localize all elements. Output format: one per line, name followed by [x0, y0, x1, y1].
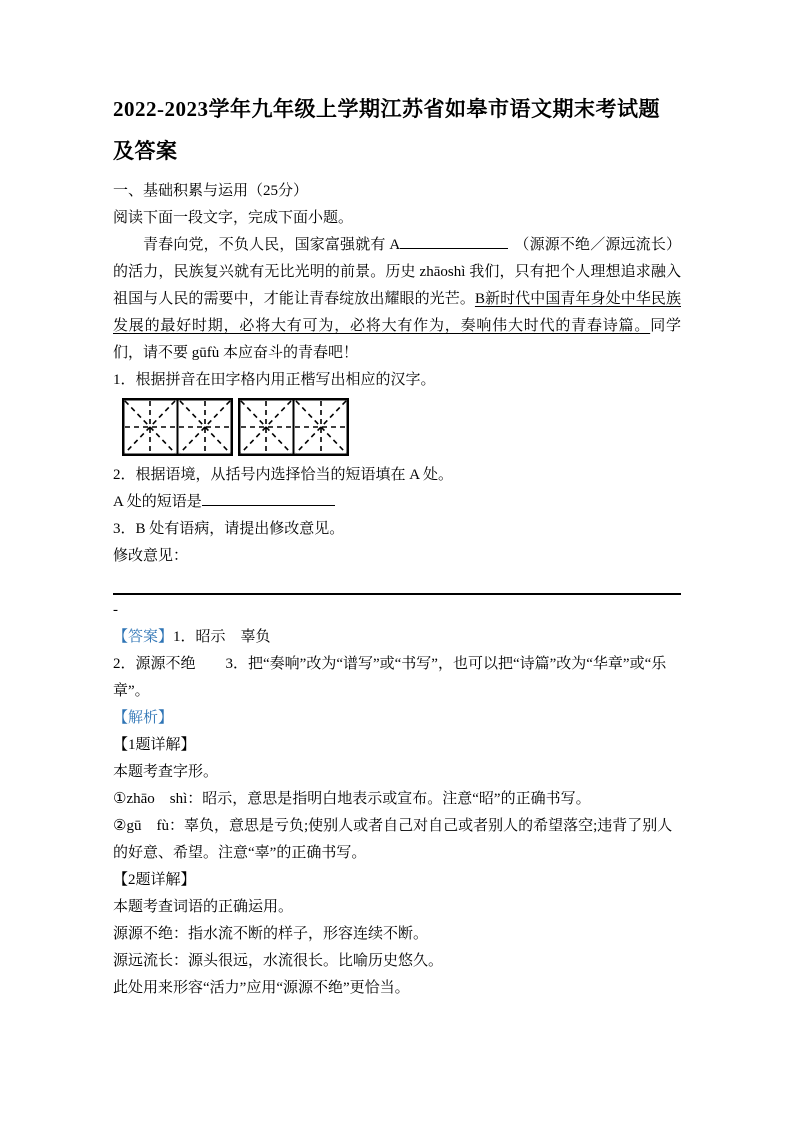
passage-intro: 阅读下面一段文字，完成下面小题。 — [113, 210, 354, 226]
question-1: 1．根据拼音在田字格内用正楷写出相应的汉字。 — [113, 372, 436, 388]
tianzige-grids — [122, 398, 681, 456]
q2-answer-prefix: A 处的短语是 — [113, 494, 202, 510]
detail-2-header: 【2题详解】 — [113, 872, 196, 888]
tianzige-grid-2 — [238, 398, 349, 456]
passage — [113, 232, 681, 367]
detail-2-point-1: 源源不绝：指水流不断的样子，形容连续不断。 — [113, 926, 429, 942]
passage-text-before-blank: 青春向党，不负人民，国家富强就有 A — [143, 237, 401, 253]
answer-label: 【答案】 — [113, 629, 174, 645]
document-content — [113, 0, 681, 1002]
answer-1-text: 1．昭示 辜负 — [173, 629, 271, 645]
answer-line-1 — [113, 624, 681, 651]
detail-1-header: 【1题详解】 — [113, 737, 196, 753]
analysis-label — [113, 705, 681, 732]
fill-in-blank-a — [400, 234, 508, 249]
detail-1-point-2: ②gū fù：辜负，意思是亏负;使别人或者自己对自己或者别人的希望落空;违背了别人的好意、希望。注意“辜”的正确书写。 — [113, 818, 673, 861]
stray-dash: - — [113, 602, 118, 618]
page-title — [113, 88, 681, 172]
section-heading: 一、基础积累与运用（25分） — [113, 183, 309, 199]
detail-2-point-3: 此处用来形容“活力”应用“源源不绝”更恰当。 — [113, 980, 410, 996]
question-3-answer-prefix: 修改意见： — [113, 548, 189, 564]
question-2: 2．根据语境，从括号内选择恰当的短语填在 A 处。 — [113, 467, 454, 483]
passage-text-after: 同学们，请不要 gūfù 本应奋斗的青春吧！ — [113, 318, 681, 361]
question-2-answer-line — [113, 489, 681, 516]
page-title-line2: 及答案 — [113, 139, 178, 163]
page-title-line1: 2022-2023学年九年级上学期江苏省如皋市语文期末考试题 — [113, 97, 660, 121]
detail-2-point-2: 源远流长：源头很远，水流很长。比喻历史悠久。 — [113, 953, 444, 969]
fill-in-blank-q2 — [202, 491, 335, 506]
detail-2-intro: 本题考查词语的正确运用。 — [113, 899, 294, 915]
question-3: 3．B 处有语病，请提出修改意见。 — [113, 521, 345, 537]
detail-1-point-1: ①zhāo shì：昭示，意思是指明白地表示或宣布。注意“昭”的正确书写。 — [113, 791, 591, 807]
analysis-label-text: 【解析】 — [113, 710, 174, 726]
detail-1-intro: 本题考查字形。 — [113, 764, 219, 780]
tianzige-grid-1 — [122, 398, 233, 456]
answer-divider-line — [113, 593, 681, 595]
answer-line-2: 2．源源不绝 3．把“奏响”改为“谱写”或“书写”，也可以把“诗篇”改为“华章”或“乐章”。 — [113, 656, 667, 699]
passage-text-middle: （源源不绝／源远流长）的活力，民族复兴就有无比光明的前景。历史 zhāoshì 我们，只有把个人理想追求融入祖国与人民的需要中，才能让青春绽放出耀眼的光芒。 — [113, 237, 681, 307]
passage-underlined-sentence-b: B新时代中国青年身处中华民族发展的最好时期，必将大有可为，必将大有作为，奏响伟大时代的青春诗篇。 — [113, 291, 681, 334]
